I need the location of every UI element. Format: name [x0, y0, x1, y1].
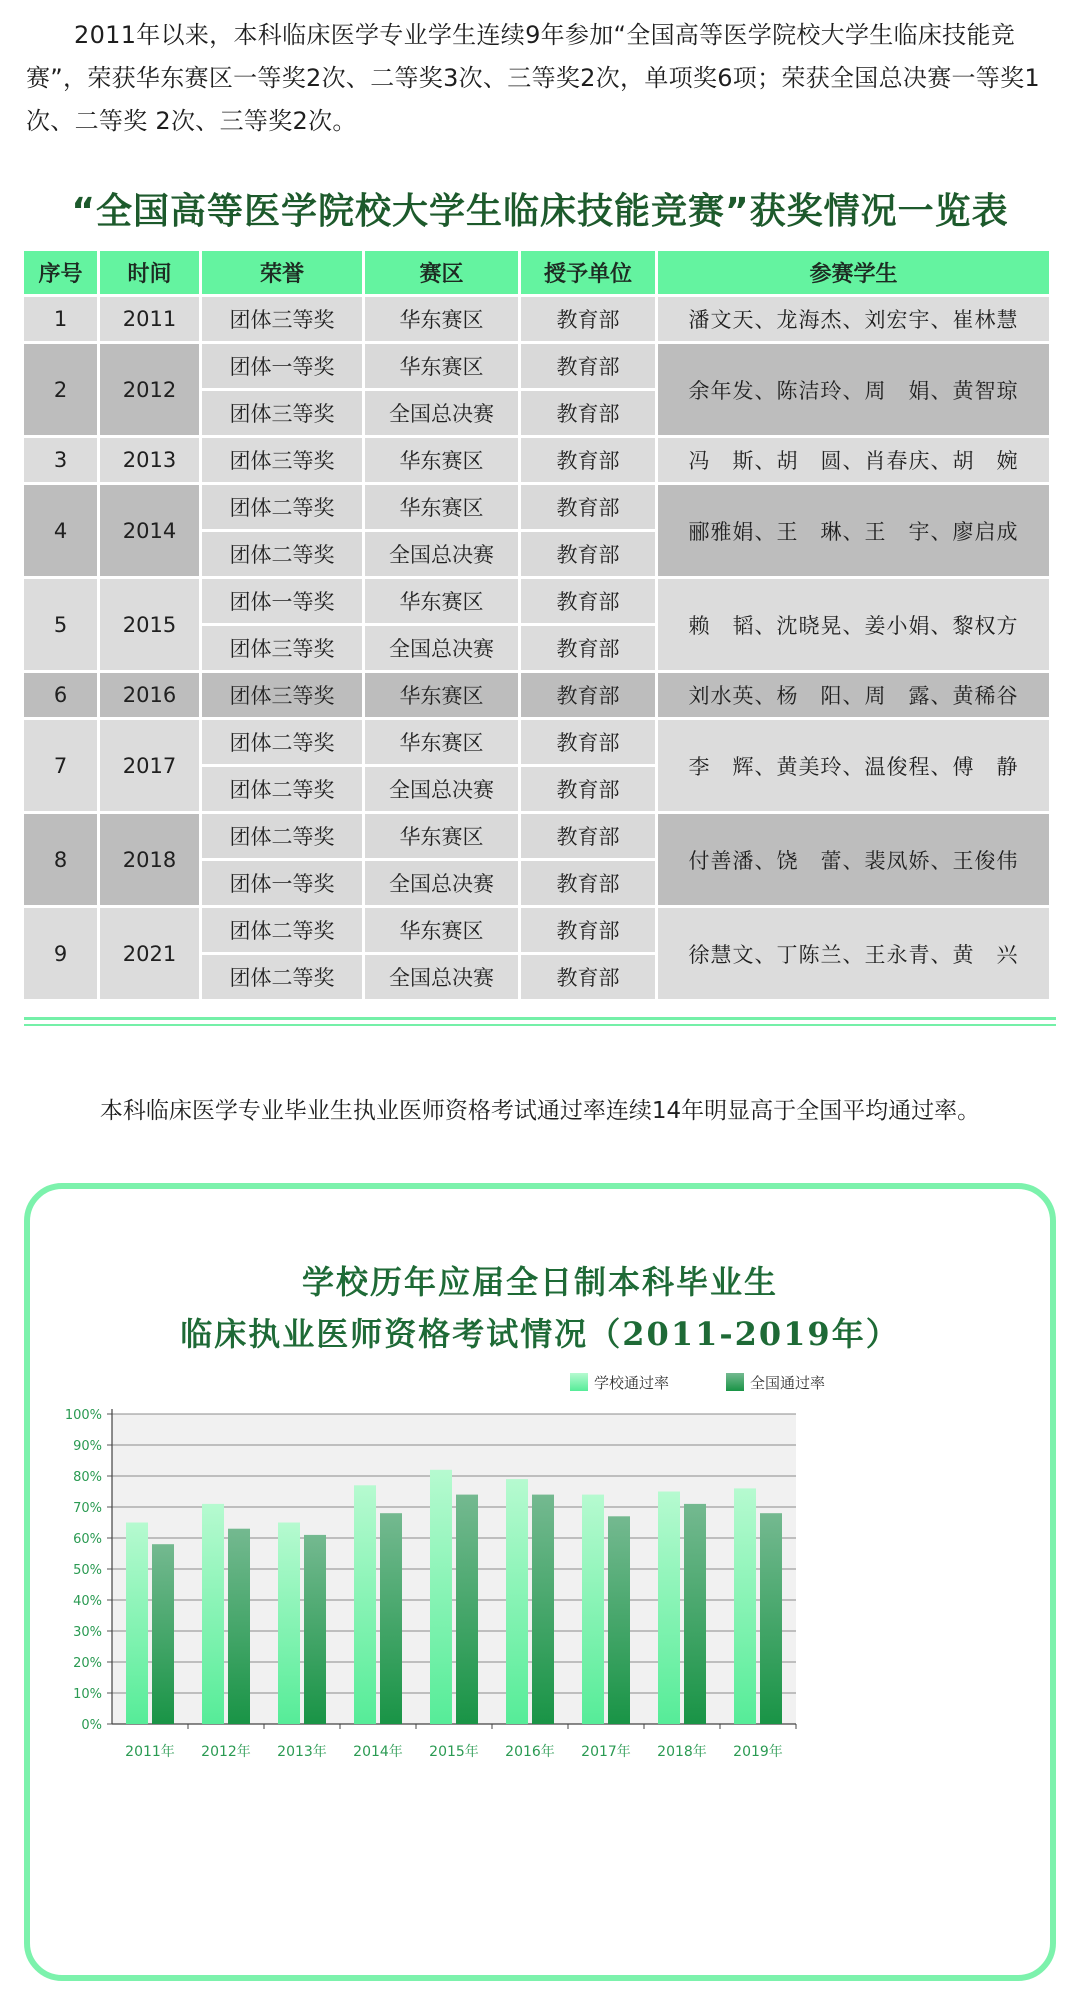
pass-rate-chart-panel: [24, 1183, 1056, 1981]
school-pass-rate-bar: [354, 1485, 376, 1724]
intro-paragraph: 2011年以来，本科临床医学专业学生连续9年参加“全国高等医学院校大学生临床技能竞赛”，荣获华东赛区一等奖2次、二等奖3次、三等奖2次，单项奖6项；荣获全国总决赛一等奖1次、二等奖 2次、三等奖2次。: [26, 21, 1040, 135]
row-unit: 教育部: [521, 438, 655, 482]
legend-swatch-national: [726, 1373, 744, 1391]
row-unit: 教育部: [521, 814, 655, 858]
national-pass-rate-bar: [456, 1495, 478, 1724]
row-honor: 团体三等奖: [202, 673, 362, 717]
national-pass-rate-bar: [380, 1513, 402, 1724]
table-divider-bottom: [24, 1024, 1056, 1026]
chart-title-line1: 学校历年应届全日制本科毕业生: [301, 1263, 778, 1301]
row-number: 7: [24, 720, 97, 811]
row-unit: 教育部: [521, 391, 655, 435]
school-pass-rate-bar: [126, 1523, 148, 1725]
row-year: 2017: [100, 720, 199, 811]
row-unit: 教育部: [521, 908, 655, 952]
national-pass-rate-bar: [532, 1495, 554, 1724]
pass-rate-statement: 本科临床医学专业毕业生执业医师资格考试通过率连续14年明显高于全国平均通过率。: [99, 1098, 981, 1124]
school-pass-rate-bar: [278, 1523, 300, 1725]
row-number: 3: [24, 438, 97, 482]
row-honor: 团体一等奖: [202, 344, 362, 388]
row-honor: 团体三等奖: [202, 297, 362, 341]
row-students: 郦雅娟、王 琳、王 宇、廖启成: [658, 485, 1049, 576]
table-row: [24, 720, 1049, 764]
y-tick-label: 60%: [73, 1532, 102, 1547]
row-unit: 教育部: [521, 344, 655, 388]
y-tick-label: 70%: [73, 1501, 102, 1516]
x-tick-label: 2014年: [353, 1744, 403, 1760]
table-row: [24, 438, 1049, 482]
row-year: 2021: [100, 908, 199, 999]
y-tick-label: 10%: [73, 1687, 102, 1702]
legend-swatch-school: [570, 1373, 588, 1391]
table-row: [24, 673, 1049, 717]
row-unit: 教育部: [521, 673, 655, 717]
row-unit: 教育部: [521, 626, 655, 670]
row-honor: 团体三等奖: [202, 391, 362, 435]
row-honor: 团体一等奖: [202, 861, 362, 905]
row-region: 全国总决赛: [365, 391, 518, 435]
national-pass-rate-bar: [152, 1544, 174, 1724]
table-divider-top: [24, 1017, 1056, 1020]
national-pass-rate-bar: [684, 1504, 706, 1724]
row-year: 2014: [100, 485, 199, 576]
y-tick-label: 40%: [73, 1594, 102, 1609]
y-tick-label: 90%: [73, 1439, 102, 1454]
row-students: 潘文天、龙海杰、刘宏宇、崔林慧: [658, 297, 1049, 341]
row-honor: 团体一等奖: [202, 579, 362, 623]
row-honor: 团体二等奖: [202, 955, 362, 999]
legend-label-national: 全国通过率: [750, 1374, 826, 1392]
row-region: 华东赛区: [365, 485, 518, 529]
x-tick-label: 2017年: [581, 1744, 631, 1760]
row-region: 华东赛区: [365, 673, 518, 717]
y-tick-label: 80%: [73, 1470, 102, 1485]
row-unit: 教育部: [521, 861, 655, 905]
row-region: 全国总决赛: [365, 767, 518, 811]
y-tick-label: 100%: [64, 1408, 102, 1423]
row-honor: 团体二等奖: [202, 814, 362, 858]
row-number: 9: [24, 908, 97, 999]
row-year: 2018: [100, 814, 199, 905]
header-year: 时间: [100, 251, 199, 294]
row-honor: 团体二等奖: [202, 767, 362, 811]
table-row: [24, 814, 1049, 858]
national-pass-rate-bar: [304, 1535, 326, 1724]
y-tick-label: 20%: [73, 1656, 102, 1671]
row-number: 1: [24, 297, 97, 341]
row-unit: 教育部: [521, 297, 655, 341]
row-unit: 教育部: [521, 955, 655, 999]
row-honor: 团体三等奖: [202, 438, 362, 482]
row-honor: 团体二等奖: [202, 532, 362, 576]
x-tick-label: 2012年: [201, 1744, 251, 1760]
row-unit: 教育部: [521, 767, 655, 811]
school-pass-rate-bar: [202, 1504, 224, 1724]
table-row: [24, 908, 1049, 952]
row-students: 赖 韬、沈晓晃、姜小娟、黎权方: [658, 579, 1049, 670]
y-tick-label: 30%: [73, 1625, 102, 1640]
school-pass-rate-bar: [658, 1492, 680, 1725]
row-region: 华东赛区: [365, 297, 518, 341]
legend-label-school: 学校通过率: [594, 1374, 670, 1392]
school-pass-rate-bar: [430, 1470, 452, 1724]
row-honor: 团体二等奖: [202, 720, 362, 764]
row-region: 华东赛区: [365, 908, 518, 952]
row-number: 8: [24, 814, 97, 905]
table-row: [24, 485, 1049, 529]
row-students: 付善潘、饶 蕾、裴凤娇、王俊伟: [658, 814, 1049, 905]
school-pass-rate-bar: [506, 1479, 528, 1724]
table-row: [24, 344, 1049, 388]
national-pass-rate-bar: [228, 1529, 250, 1724]
row-region: 全国总决赛: [365, 532, 518, 576]
school-pass-rate-bar: [582, 1495, 604, 1724]
awards-table-body: [24, 297, 1049, 999]
y-tick-label: 50%: [73, 1563, 102, 1578]
header-students: 参赛学生: [658, 251, 1049, 294]
table-header-row: [24, 251, 1049, 294]
school-pass-rate-bar: [734, 1488, 756, 1724]
row-students: 余年发、陈洁玲、周 娟、黄智琼: [658, 344, 1049, 435]
row-honor: 团体二等奖: [202, 908, 362, 952]
national-pass-rate-bar: [608, 1516, 630, 1724]
national-pass-rate-bar: [760, 1513, 782, 1724]
row-honor: 团体二等奖: [202, 485, 362, 529]
chart-title-line2: 临床执业医师资格考试情况（2011-2019年）: [180, 1315, 900, 1353]
row-region: 全国总决赛: [365, 861, 518, 905]
header-unit: 授予单位: [521, 251, 655, 294]
x-tick-label: 2011年: [125, 1744, 175, 1760]
row-year: 2013: [100, 438, 199, 482]
x-tick-label: 2016年: [505, 1744, 555, 1760]
row-region: 华东赛区: [365, 344, 518, 388]
row-region: 全国总决赛: [365, 955, 518, 999]
row-students: 刘水英、杨 阳、周 露、黄稀谷: [658, 673, 1049, 717]
row-number: 5: [24, 579, 97, 670]
x-tick-label: 2015年: [429, 1744, 479, 1760]
row-region: 华东赛区: [365, 720, 518, 764]
row-year: 2016: [100, 673, 199, 717]
y-tick-label: 0%: [81, 1718, 102, 1733]
table-title: “全国高等医学院校大学生临床技能竞赛”获奖情况一览表: [71, 191, 1009, 232]
pass-rate-bar-chart: [30, 1189, 1050, 1975]
row-number: 4: [24, 485, 97, 576]
row-honor: 团体三等奖: [202, 626, 362, 670]
x-tick-label: 2013年: [277, 1744, 327, 1760]
row-students: 李 辉、黄美玲、温俊程、傅 静: [658, 720, 1049, 811]
x-tick-label: 2019年: [733, 1744, 783, 1760]
row-unit: 教育部: [521, 485, 655, 529]
row-number: 2: [24, 344, 97, 435]
row-unit: 教育部: [521, 532, 655, 576]
row-unit: 教育部: [521, 720, 655, 764]
header-region: 赛区: [365, 251, 518, 294]
row-students: 冯 斯、胡 圆、肖春庆、胡 婉: [658, 438, 1049, 482]
awards-table: [21, 248, 1052, 1002]
row-region: 华东赛区: [365, 579, 518, 623]
x-tick-label: 2018年: [657, 1744, 707, 1760]
table-row: [24, 579, 1049, 623]
row-year: 2012: [100, 344, 199, 435]
table-row: [24, 297, 1049, 341]
row-region: 全国总决赛: [365, 626, 518, 670]
row-year: 2011: [100, 297, 199, 341]
row-region: 华东赛区: [365, 814, 518, 858]
row-number: 6: [24, 673, 97, 717]
row-unit: 教育部: [521, 579, 655, 623]
row-students: 徐慧文、丁陈兰、王永青、黄 兴: [658, 908, 1049, 999]
header-honor: 荣誉: [202, 251, 362, 294]
header-no: 序号: [24, 251, 97, 294]
row-year: 2015: [100, 579, 199, 670]
row-region: 华东赛区: [365, 438, 518, 482]
